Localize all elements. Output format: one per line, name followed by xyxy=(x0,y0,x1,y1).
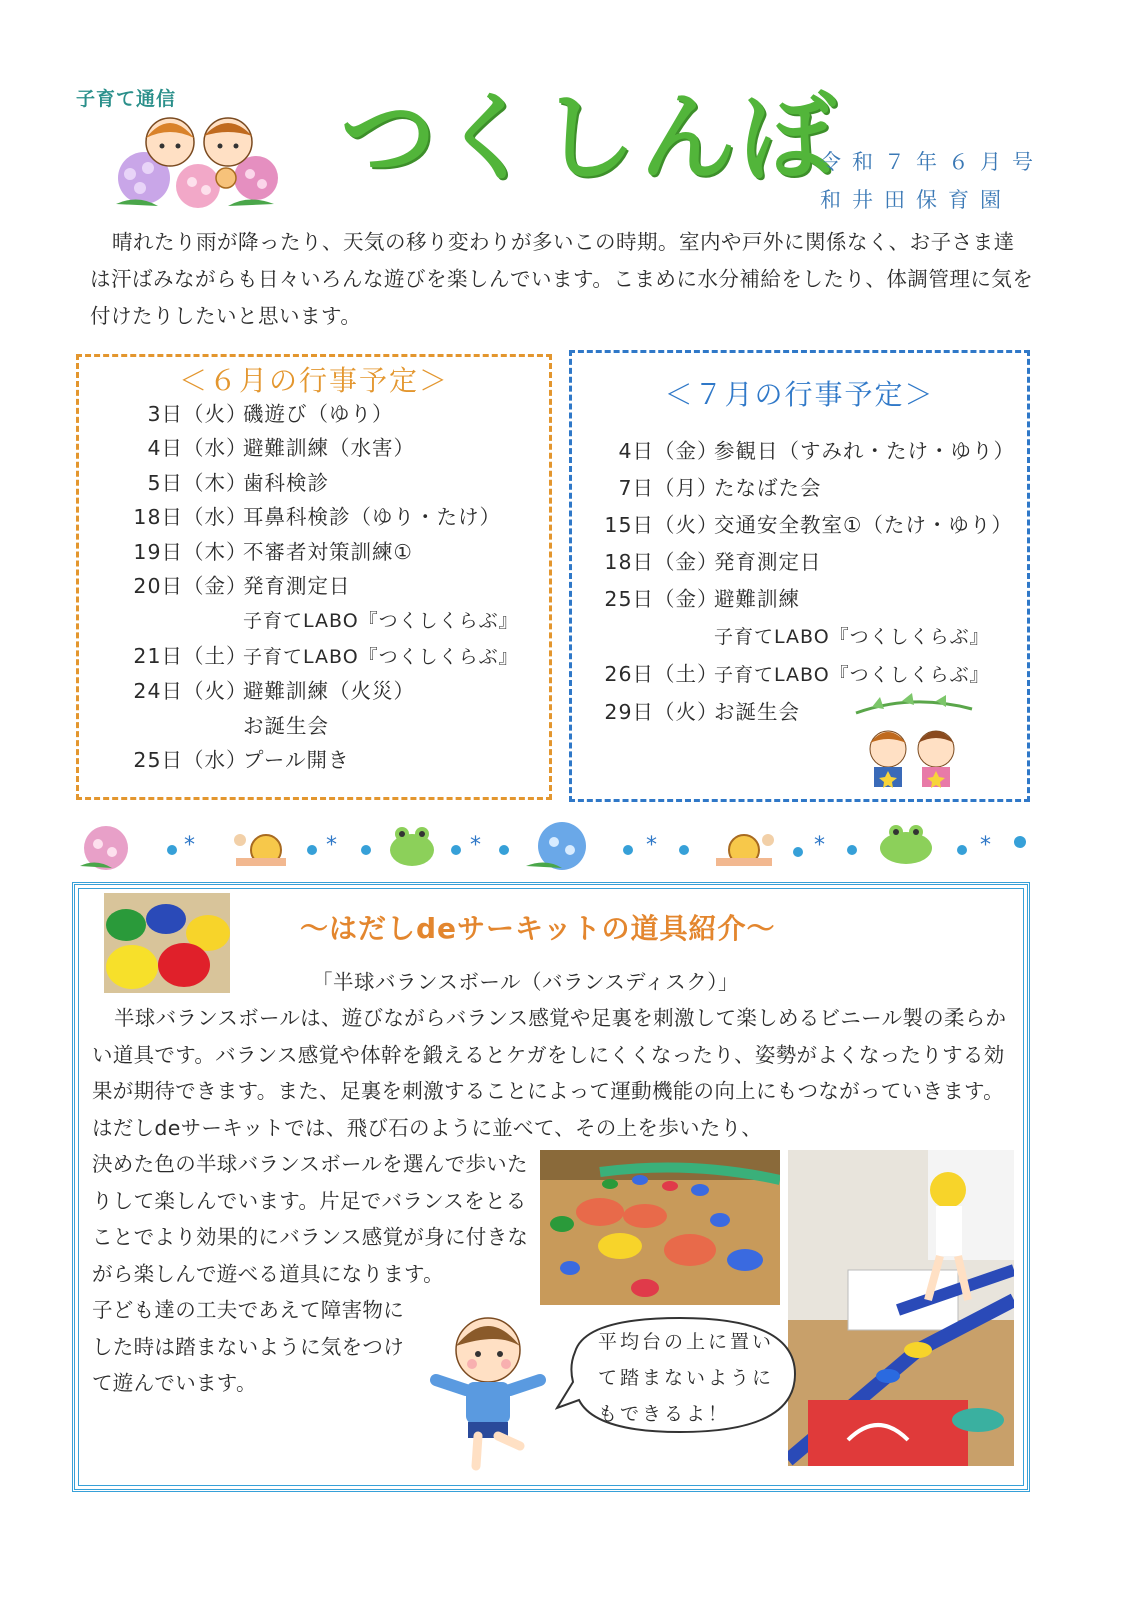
event-name: 参観日（すみれ・たけ・ゆり） xyxy=(714,439,1015,463)
speech-bubble-text: 平均台の上に置いて踏まないようにもできるよ！ xyxy=(598,1331,775,1425)
decorative-divider xyxy=(76,818,1031,872)
event-name: 子育てLABO『つくしくらぶ』 xyxy=(714,664,990,686)
snail-icon xyxy=(716,834,774,865)
list-item xyxy=(584,581,1015,618)
event-weekday: （土） xyxy=(183,643,248,668)
event-date: 25日 xyxy=(133,748,183,773)
svg-text:*: * xyxy=(814,833,825,858)
list-item xyxy=(93,397,519,431)
event-date: 4日 xyxy=(147,436,183,461)
event-weekday: （水） xyxy=(183,436,248,461)
list-item xyxy=(93,466,519,500)
frog-icon xyxy=(390,827,434,866)
event-name: プール開き xyxy=(243,748,350,773)
hydrangea-icon xyxy=(80,826,128,870)
event-name: たなばた会 xyxy=(714,476,822,500)
list-item xyxy=(93,743,519,777)
tool-name: 「半球バランスボール（バランスディスク）」 xyxy=(312,970,740,994)
event-date: 15日 xyxy=(604,513,654,537)
event-weekday: （木） xyxy=(183,470,248,495)
event-name: 子育てLABO『つくしくらぶ』 xyxy=(714,626,990,648)
tanabata-kids-illustration xyxy=(852,693,976,789)
event-weekday: （月） xyxy=(654,476,719,500)
list-item xyxy=(93,569,519,603)
svg-text:*: * xyxy=(326,833,337,858)
event-name: 避難訓練（水害） xyxy=(243,436,415,461)
event-name: 不審者対策訓練① xyxy=(243,539,413,564)
list-item xyxy=(93,535,519,569)
july-event-list xyxy=(584,433,1015,731)
school-name: 和井田保育園 xyxy=(820,188,1012,212)
event-weekday: （火） xyxy=(654,513,719,537)
event-date: 3日 xyxy=(147,402,183,426)
list-item xyxy=(93,674,519,708)
june-event-list xyxy=(93,397,519,777)
event-weekday: （火） xyxy=(183,402,248,426)
event-date: 24日 xyxy=(133,679,183,704)
event-name: 発育測定日 xyxy=(714,550,822,574)
list-item xyxy=(93,603,519,638)
list-item xyxy=(93,709,519,743)
event-date: 20日 xyxy=(133,574,183,599)
event-weekday: （土） xyxy=(654,662,719,686)
svg-text:*: * xyxy=(184,833,195,858)
event-date: 7日 xyxy=(618,476,654,500)
series-label: 子育て通信 xyxy=(76,88,177,110)
event-name: 交通安全教室①（たけ・ゆり） xyxy=(714,513,1013,537)
event-date: 26日 xyxy=(604,662,654,686)
event-name: 避難訓練（火災） xyxy=(243,679,415,704)
event-weekday: （木） xyxy=(183,539,248,564)
event-weekday: （金） xyxy=(654,587,719,611)
tool-description: 半球バランスボールは、遊びながらバランス感覚や足裏を刺激して楽しめるビニール製の柔らかい道具です。バランス感覚や体幹を鍛えるとケガをしにくくなったり、姿勢がよくなったりする効果が期待できます。また、足裏を刺激することによって運動機能の向上にもつながっていきます。はだしdeサーキットでは、飛び石のように並べて、その上を歩いたり、 xyxy=(92,1006,1007,1140)
event-weekday: （火） xyxy=(183,679,248,704)
june-schedule-title: ＜６月の行事予定＞ xyxy=(178,364,449,397)
event-date: 4日 xyxy=(618,439,654,463)
event-date: 25日 xyxy=(604,587,654,611)
intro-text: 晴れたり雨が降ったり、天気の移り変わりが多いこの時期。室内や戸外に関係なく、お子さま達は汗ばみながらも日々いろんな遊びを楽しんでいます。こまめに水分補給をしたり、体調管理に気を付けたりしたいと思います。 xyxy=(90,230,1034,328)
event-name: 耳鼻科検診（ゆり・たけ） xyxy=(243,505,501,530)
event-date: 21日 xyxy=(133,643,183,668)
event-name: 避難訓練 xyxy=(714,587,800,611)
balance-beam-photo xyxy=(788,1150,1014,1466)
list-item xyxy=(584,433,1015,470)
svg-text:*: * xyxy=(646,833,657,858)
kids-hydrangea-illustration xyxy=(108,108,280,212)
boy-balancing-illustration xyxy=(428,1306,548,1476)
list-item xyxy=(584,656,1015,694)
list-item xyxy=(584,618,1015,656)
newsletter-title: つくしんぼ xyxy=(340,82,840,194)
event-name: 磯遊び（ゆり） xyxy=(243,402,394,426)
event-weekday: （金） xyxy=(183,574,248,599)
tool-obstacle-note: 子ども達の工夫であえて障害物にした時は踏まないように気をつけて遊んでいます。 xyxy=(92,1298,404,1395)
tool-description-continued: 決めた色の半球バランスボールを選んで歩いたりして楽しんでいます。片足でバランスをとることでより効果的にバランス感覚が身に付きながら楽しんで遊べる道具になります。 xyxy=(92,1152,529,1286)
snail-icon xyxy=(234,834,286,865)
list-item xyxy=(584,544,1015,581)
july-schedule-title: ＜７月の行事予定＞ xyxy=(664,378,935,411)
frog-icon xyxy=(880,825,932,864)
event-date: 5日 xyxy=(147,470,183,495)
list-item xyxy=(584,507,1015,544)
event-name: 歯科検診 xyxy=(243,470,329,495)
event-weekday: （金） xyxy=(654,439,719,463)
event-date: 18日 xyxy=(604,550,654,574)
event-name: お誕生会 xyxy=(243,713,329,738)
hydrangea-icon xyxy=(526,822,586,870)
svg-text:*: * xyxy=(980,833,991,858)
list-item xyxy=(93,431,519,465)
event-date: 29日 xyxy=(604,700,654,724)
june-schedule-box xyxy=(76,354,552,800)
event-date: 19日 xyxy=(133,539,183,564)
issue-date: 令和７年６月号 xyxy=(820,150,1044,174)
list-item xyxy=(93,500,519,534)
event-name: 子育てLABO『つくしくらぶ』 xyxy=(243,610,519,633)
issue-info xyxy=(820,143,1044,219)
event-name: 発育測定日 xyxy=(243,574,351,599)
event-name: お誕生会 xyxy=(714,700,800,724)
event-weekday: （水） xyxy=(183,748,248,773)
list-item xyxy=(584,470,1015,507)
event-date: 18日 xyxy=(133,505,183,530)
tool-section-title: ～はだしdeサーキットの道具紹介～ xyxy=(300,912,776,945)
event-weekday: （金） xyxy=(654,550,719,574)
event-name: 子育てLABO『つくしくらぶ』 xyxy=(243,645,519,668)
balance-balls-photo xyxy=(104,893,230,993)
svg-text:*: * xyxy=(470,833,481,858)
list-item xyxy=(93,639,519,674)
balance-balls-floor-photo xyxy=(540,1150,780,1305)
july-schedule-box xyxy=(569,350,1030,802)
event-weekday: （水） xyxy=(183,505,248,530)
event-weekday: （火） xyxy=(654,700,719,724)
